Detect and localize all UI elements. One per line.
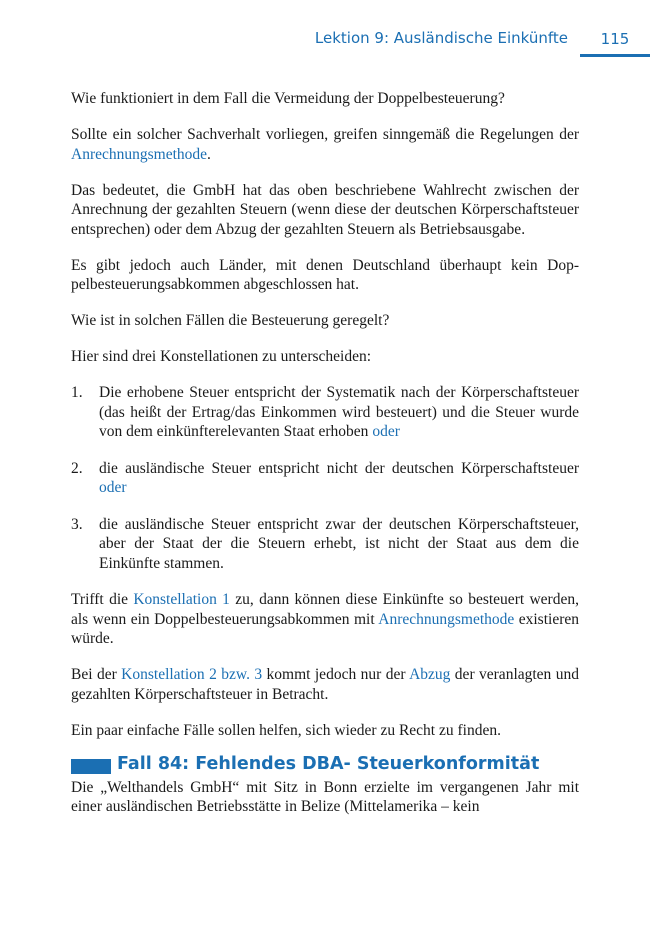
case-title: Fall 84: Fehlendes DBA- Steuerkonformität [117, 753, 540, 774]
heading-bar [71, 759, 111, 774]
text: Sollte ein solcher Sachverhalt vorliegen, greifen sinngemäß die Regelungen der [71, 126, 579, 143]
list-item [71, 459, 579, 498]
paragraph: Ein paar einfache Fälle sollen helfen, sich wieder zu Recht zu finden. [71, 721, 501, 739]
text: der veranlagten und gezahlten Körperschaftsteuer in Betracht. [71, 666, 579, 703]
constellation-list [71, 383, 579, 573]
highlight-term: Anrechnungsmethode [378, 610, 515, 628]
running-header [310, 28, 650, 58]
paragraph: Wie funktioniert in dem Fall die Vermeidung der Doppelbesteuerung? [71, 90, 505, 107]
list-number: 1. [71, 384, 83, 401]
list-number: 2. [71, 459, 83, 477]
highlight-term: Anrechnungsmethode [71, 145, 208, 163]
case-heading [71, 753, 579, 778]
text: zu, dann können diese Einkünfte so besteuert werden, als wenn ein Doppelbesteuerungsabkommen mit [71, 591, 579, 628]
list-item [71, 515, 579, 574]
page-body [71, 89, 579, 833]
paragraph: Das bedeutet, die GmbH hat das oben beschriebene Wahlrecht zwischen der Anrechnung der gezahlten Steuern (wenn diese der deutschen Körperschaftsteuer entsprechen) oder dem Abzug der gezahlten Steuern als Betriebsausgabe. [71, 181, 579, 238]
text: existieren würde. [71, 610, 579, 647]
paragraph [71, 590, 579, 649]
text: kommt jedoch nur der [262, 666, 410, 683]
lesson-title: Lektion 9: Ausländische Einkünfte [314, 29, 568, 47]
list-text: die ausländische Steuer entspricht nicht der deutschen Körperschaftsteuer [99, 459, 579, 477]
list-number: 3. [71, 515, 83, 533]
paragraph: Es gibt jedoch auch Länder, mit denen Deutschland überhaupt kein Doppelbesteuerungsabkommen abgeschlossen hat. [71, 256, 579, 293]
list-item [71, 383, 579, 442]
paragraph [71, 125, 579, 164]
page-number: 115 [580, 28, 650, 57]
paragraph [71, 665, 579, 704]
highlight-term: oder [372, 423, 400, 440]
case-body: Die „Welthandels GmbH“ mit Sitz in Bonn erzielte im vergangenen Jahr mit einer ausländischen Betriebsstätte in Belize (Mittelamerika – kein [71, 778, 579, 815]
list-text: Die erhobene Steuer entspricht der Systematik nach der Körperschaftsteuer (das heißt der Ertrag/das Einkommen wird besteuert) und die Steuer wurde von dem einkünfterelevanten Staat erhoben [99, 384, 579, 440]
highlight-term: oder [99, 479, 127, 496]
highlight-term: Konstellation 2 bzw. 3 [121, 666, 263, 683]
text: . [207, 145, 211, 163]
text: Bei der [71, 666, 122, 683]
paragraph: Wie ist in solchen Fällen die Besteuerung geregelt? [71, 312, 390, 329]
highlight-term: Abzug [409, 666, 451, 683]
list-text: die ausländische Steuer entspricht zwar der deutschen Körperschaftsteuer, aber der Staat der die Steuern erhebt, ist nicht der Staat aus dem die Einkünfte stammen. [99, 515, 579, 572]
text: Trifft die [71, 591, 134, 608]
paragraph: Hier sind drei Konstellationen zu unterscheiden: [71, 348, 372, 365]
highlight-term: Konstellation 1 [133, 591, 230, 608]
